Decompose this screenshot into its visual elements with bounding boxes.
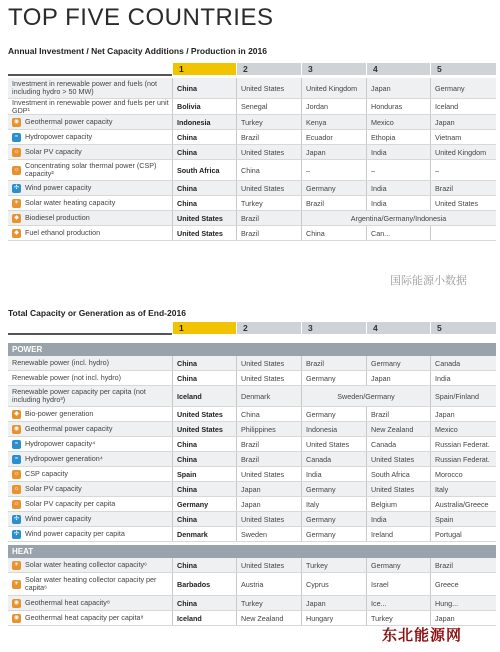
row-label: Biodiesel production (25, 213, 90, 222)
row-label-cell (8, 133, 172, 142)
row-label-cell (8, 440, 172, 449)
row-label: Renewable power capacity per capita (not including hydro³) (12, 387, 146, 404)
rank-4-header: 4 (366, 322, 430, 334)
rank-2-cell: Brazil (236, 211, 301, 225)
rank-2-cell: Japan (236, 497, 301, 511)
rank-4-cell: Can... (366, 226, 430, 240)
section1-title: Annual Investment / Net Capacity Additions / Production in 2016 (8, 46, 267, 56)
wind-icon: ✣ (13, 515, 20, 522)
rank-4-cell: Germany (366, 558, 430, 572)
rank-3-header: 3 (301, 63, 366, 75)
wind-icon: ✣ (13, 184, 20, 191)
rank-5-cell: Hung... (430, 596, 496, 610)
rank-4-cell: United States (366, 482, 430, 496)
rank-3-cell: Germany (301, 482, 366, 496)
rank-4-cell: India (366, 196, 430, 210)
rank-5-cell: Morocco (430, 467, 496, 481)
rank-3-cell: India (301, 467, 366, 481)
rank-3-cell: Hungary (301, 611, 366, 625)
row-label-cell (8, 374, 172, 382)
rank-3-cell: Japan (301, 596, 366, 610)
solar-water-icon: ☀ (13, 580, 20, 587)
rank-3-cell: Brazil (301, 356, 366, 370)
rank-4-cell: Turkey (366, 611, 430, 625)
rank-2-cell: Philippines (236, 422, 301, 436)
rank-5-cell: Portugal (430, 527, 496, 541)
rank-1-cell: Denmark (172, 527, 236, 541)
table-row (8, 422, 496, 437)
biopower-icon: ◆ (12, 410, 21, 419)
rank-2-cell: United States (236, 558, 301, 572)
row-label-cell (8, 359, 172, 367)
row-label: Wind power capacity (25, 514, 92, 523)
watermark-logo-text: 东北能源网 (382, 626, 463, 644)
row-label: Investment in renewable power and fuels (not including hydro > 50 MW) (12, 79, 158, 96)
row-label: Investment in renewable power and fuels per unit GDP¹ (12, 97, 169, 115)
rank-1-cell: China (172, 130, 236, 144)
power-band: POWER (8, 343, 496, 356)
row-label-cell (8, 425, 172, 434)
row-label-cell (8, 99, 172, 115)
rank-2-header: 2 (236, 322, 301, 334)
hydropower-icon: ≈ (12, 133, 21, 142)
table-row (8, 371, 496, 386)
row-label-cell (8, 80, 172, 96)
rank-3-cell: Argentina/Germany/Indonesia (301, 211, 495, 225)
rank-1-header: 1 (172, 322, 236, 334)
row-label-cell (8, 470, 172, 479)
rank-5-cell: Australia/Greece (430, 497, 496, 511)
rank-5-header: 5 (430, 322, 496, 334)
rank-1-header: 1 (172, 63, 236, 75)
rank-4-cell: – (366, 160, 430, 180)
rank-5-cell: United Kingdom (430, 145, 496, 159)
rank-1-cell: China (172, 558, 236, 572)
rank-1-cell: United States (172, 226, 236, 240)
table-row (8, 497, 496, 512)
hydropower-icon: ≈ (12, 455, 21, 464)
rank-2-cell: Brazil (236, 437, 301, 451)
rank-3-cell: Turkey (301, 558, 366, 572)
geothermal-icon: ◉ (13, 599, 20, 606)
row-label: Hydropower generation⁴ (25, 454, 103, 463)
table-row (8, 78, 496, 99)
row-label: Geothermal heat capacity per capita⁸ (25, 613, 144, 622)
geothermal-icon: ◉ (13, 614, 20, 621)
row-label: Fuel ethanol production (25, 228, 101, 237)
solar-pv-icon: ☼ (13, 485, 20, 492)
rank-3-cell: Canada (301, 452, 366, 466)
table-row (8, 407, 496, 422)
rank-3-cell: Sweden/Germany (301, 386, 430, 406)
csp-icon: ☼ (13, 470, 20, 477)
rank-3-cell: Japan (301, 145, 366, 159)
rank-5-cell: Japan (430, 611, 496, 625)
table-row (8, 573, 496, 596)
rank-4-cell: Japan (366, 371, 430, 385)
rank-3-cell: Brazil (301, 196, 366, 210)
rank-1-cell: China (172, 356, 236, 370)
table-row (8, 181, 496, 196)
geothermal-icon: ◉ (13, 118, 20, 125)
rank-1-cell: United States (172, 422, 236, 436)
rank-2-cell: United States (236, 181, 301, 195)
row-label-cell (8, 229, 172, 238)
rank-4-header: 4 (366, 63, 430, 75)
rank-3-cell: Indonesia (301, 422, 366, 436)
rank-2-cell: Sweden (236, 527, 301, 541)
rank-3-cell: China (301, 226, 366, 240)
rank-4-cell: Ice... (366, 596, 430, 610)
row-label-cell (8, 388, 172, 404)
row-label: Concentrating solar thermal power (CSP) capacity² (25, 161, 157, 178)
geothermal-icon: ◉ (13, 425, 20, 432)
rank-3-cell: Kenya (301, 115, 366, 129)
table-row (8, 596, 496, 611)
rank-1-cell: China (172, 78, 236, 98)
rank-1-cell: South Africa (172, 160, 236, 180)
rank-4-cell: Ethopia (366, 130, 430, 144)
rank-2-cell: United States (236, 78, 301, 98)
rank-1-cell: China (172, 437, 236, 451)
row-label: Solar water heating capacity (25, 198, 116, 207)
rank-1-cell: China (172, 482, 236, 496)
row-label-cell (8, 118, 172, 127)
table-row (8, 211, 496, 226)
rank-5-cell: Iceland (430, 99, 496, 114)
rank-5-cell: Greece (430, 573, 496, 595)
rank-2-cell: Brazil (236, 130, 301, 144)
row-label-cell (8, 455, 172, 464)
power-rows (8, 356, 496, 542)
rank-5-cell: Brazil (430, 558, 496, 572)
rank-3-cell: Jordan (301, 99, 366, 114)
row-label: Geothermal power capacity (25, 424, 113, 433)
rank-4-cell: Belgium (366, 497, 430, 511)
rank-4-cell: United States (366, 452, 430, 466)
row-label: Solar PV capacity (25, 484, 82, 493)
rank-4-cell: Germany (366, 356, 430, 370)
rank-5-header: 5 (430, 63, 496, 75)
rank-1-cell: Spain (172, 467, 236, 481)
rank-5-cell: Germany (430, 78, 496, 98)
rank-5-cell (430, 226, 496, 240)
table-row (8, 482, 496, 497)
rank-3-cell: Ecuador (301, 130, 366, 144)
rank-4-cell: India (366, 145, 430, 159)
rank-3-cell: United Kingdom (301, 78, 366, 98)
rank-2-cell: United States (236, 371, 301, 385)
rank-2-cell: Brazil (236, 452, 301, 466)
rank-5-cell: Russian Federat. (430, 452, 496, 466)
row-label: Hydropower capacity (25, 132, 93, 141)
row-label-cell (8, 162, 172, 178)
table-row (8, 145, 496, 160)
section2-table (8, 343, 496, 626)
rank-3-cell: Italy (301, 497, 366, 511)
rank-5-cell: Japan (430, 407, 496, 421)
row-label-cell (8, 599, 172, 608)
rank-4-cell: India (366, 181, 430, 195)
rank-2-cell: United States (236, 356, 301, 370)
rank-2-cell: Brazil (236, 226, 301, 240)
rank-5-cell: Canada (430, 356, 496, 370)
header-rule (8, 74, 172, 76)
rank-3-cell: Cyprus (301, 573, 366, 595)
table-row (8, 226, 496, 241)
table-row (8, 452, 496, 467)
row-label-cell (8, 199, 172, 208)
table-row (8, 196, 496, 211)
row-label-cell (8, 500, 172, 509)
row-label-cell (8, 576, 172, 592)
rank-2-header: 2 (236, 63, 301, 75)
rank-2-cell: Turkey (236, 596, 301, 610)
rank-5-cell: Italy (430, 482, 496, 496)
row-label: Wind power capacity per capita (25, 529, 125, 538)
rank-1-cell: China (172, 452, 236, 466)
rank-4-cell: Mexico (366, 115, 430, 129)
row-label-cell (8, 214, 172, 223)
rank-2-cell: Senegal (236, 99, 301, 114)
rank-1-cell: China (172, 181, 236, 195)
row-label: Hydropower capacity⁴ (25, 439, 96, 448)
row-label: Wind power capacity (25, 183, 92, 192)
rank-4-cell: South Africa (366, 467, 430, 481)
rank-1-cell: China (172, 371, 236, 385)
row-label: Solar PV capacity per capita (25, 499, 116, 508)
row-label: Bio-power generation (25, 409, 94, 418)
rank-4-cell: Canada (366, 437, 430, 451)
row-label: Geothermal heat capacity⁸ (25, 598, 110, 607)
rank-2-cell: Austria (236, 573, 301, 595)
rank-4-cell: India (366, 512, 430, 526)
rank-1-cell: United States (172, 407, 236, 421)
rank-3-cell: Germany (301, 512, 366, 526)
row-label: Solar PV capacity (25, 147, 82, 156)
header-rule (8, 333, 172, 335)
rank-3-cell: – (301, 160, 366, 180)
solar-water-icon: ☀ (13, 561, 20, 568)
rank-3-cell: Germany (301, 407, 366, 421)
solar-pv-icon: ☼ (13, 148, 20, 155)
rank-4-cell: Spain/Finland (430, 386, 496, 406)
rank-2-cell: Turkey (236, 196, 301, 210)
rank-5-cell: Vietnam (430, 130, 496, 144)
rank-1-cell: Germany (172, 497, 236, 511)
row-label-cell (8, 561, 172, 570)
rank-1-cell: Indonesia (172, 115, 236, 129)
rank-1-cell: China (172, 512, 236, 526)
row-label-cell (8, 614, 172, 623)
watermark-text: 国际能源小数据 (390, 274, 467, 287)
row-label-cell (8, 148, 172, 157)
rank-3-cell: Germany (301, 181, 366, 195)
rank-2-cell: United States (236, 467, 301, 481)
table-row (8, 558, 496, 573)
rank-1-cell: China (172, 196, 236, 210)
wind-icon: ✣ (13, 530, 20, 537)
table-row (8, 386, 496, 407)
rank-2-cell: United States (236, 512, 301, 526)
rank-5-cell: Brazil (430, 181, 496, 195)
solar-pv-icon: ☼ (13, 500, 20, 507)
table-row (8, 356, 496, 371)
row-label: Solar water heating collector capacity per capita⁶ (25, 575, 157, 592)
rank-5-cell: United States (430, 196, 496, 210)
rank-3-cell: United States (301, 437, 366, 451)
rank-2-cell: Japan (236, 482, 301, 496)
hydropower-icon: ≈ (12, 440, 21, 449)
rank-2-cell: Denmark (236, 386, 301, 406)
rank-1-cell: United States (172, 211, 236, 225)
rank-4-cell: Japan (366, 78, 430, 98)
rank-2-cell: New Zealand (236, 611, 301, 625)
rank-2-cell: China (236, 160, 301, 180)
table-row (8, 130, 496, 145)
heat-rows (8, 558, 496, 626)
rank-2-cell: Turkey (236, 115, 301, 129)
row-label: CSP capacity (25, 469, 69, 478)
rank-5-cell: – (430, 160, 496, 180)
table-row (8, 160, 496, 181)
rank-1-cell: Iceland (172, 611, 236, 625)
page-title: TOP FIVE COUNTRIES (8, 4, 274, 31)
rank-4-cell: Honduras (366, 99, 430, 114)
rank-5-cell: India (430, 371, 496, 385)
section2-title: Total Capacity or Generation as of End-2016 (8, 308, 186, 318)
heat-band: HEAT (8, 545, 496, 558)
table-row (8, 527, 496, 542)
rank-5-cell: Mexico (430, 422, 496, 436)
table-row (8, 115, 496, 130)
row-label: Solar water heating collector capacity⁶ (25, 560, 148, 569)
section1-table (8, 78, 496, 241)
table-row (8, 467, 496, 482)
rank-1-cell: Barbados (172, 573, 236, 595)
ethanol-icon: ◆ (12, 229, 21, 238)
row-label-cell (8, 184, 172, 193)
table-row (8, 437, 496, 452)
rank-4-cell: Israel (366, 573, 430, 595)
rank-1-cell: China (172, 596, 236, 610)
row-label-cell (8, 530, 172, 539)
rank-5-cell: Japan (430, 115, 496, 129)
row-label-cell (8, 410, 172, 419)
table-row (8, 512, 496, 527)
rank-4-cell: New Zealand (366, 422, 430, 436)
table-row (8, 99, 496, 115)
rank-2-cell: United States (236, 145, 301, 159)
row-label-cell (8, 515, 172, 524)
rank-1-cell: Bolivia (172, 99, 236, 114)
rank-5-cell: Russian Federat. (430, 437, 496, 451)
rank-3-header: 3 (301, 322, 366, 334)
rank-4-cell: Brazil (366, 407, 430, 421)
rank-5-cell: Spain (430, 512, 496, 526)
rank-1-cell: China (172, 145, 236, 159)
row-label: Renewable power (incl. hydro) (12, 358, 110, 367)
rank-1-cell: Iceland (172, 386, 236, 406)
row-label: Geothermal power capacity (25, 117, 113, 126)
csp-icon: ☼ (13, 166, 20, 173)
biodiesel-icon: ◆ (12, 214, 21, 223)
rank-4-cell: Ireland (366, 527, 430, 541)
row-label-cell (8, 485, 172, 494)
rank-3-cell: Germany (301, 371, 366, 385)
solar-water-icon: ☀ (13, 199, 20, 206)
rank-2-cell: China (236, 407, 301, 421)
row-label: Renewable power (not incl. hydro) (12, 373, 122, 382)
rank-3-cell: Germany (301, 527, 366, 541)
